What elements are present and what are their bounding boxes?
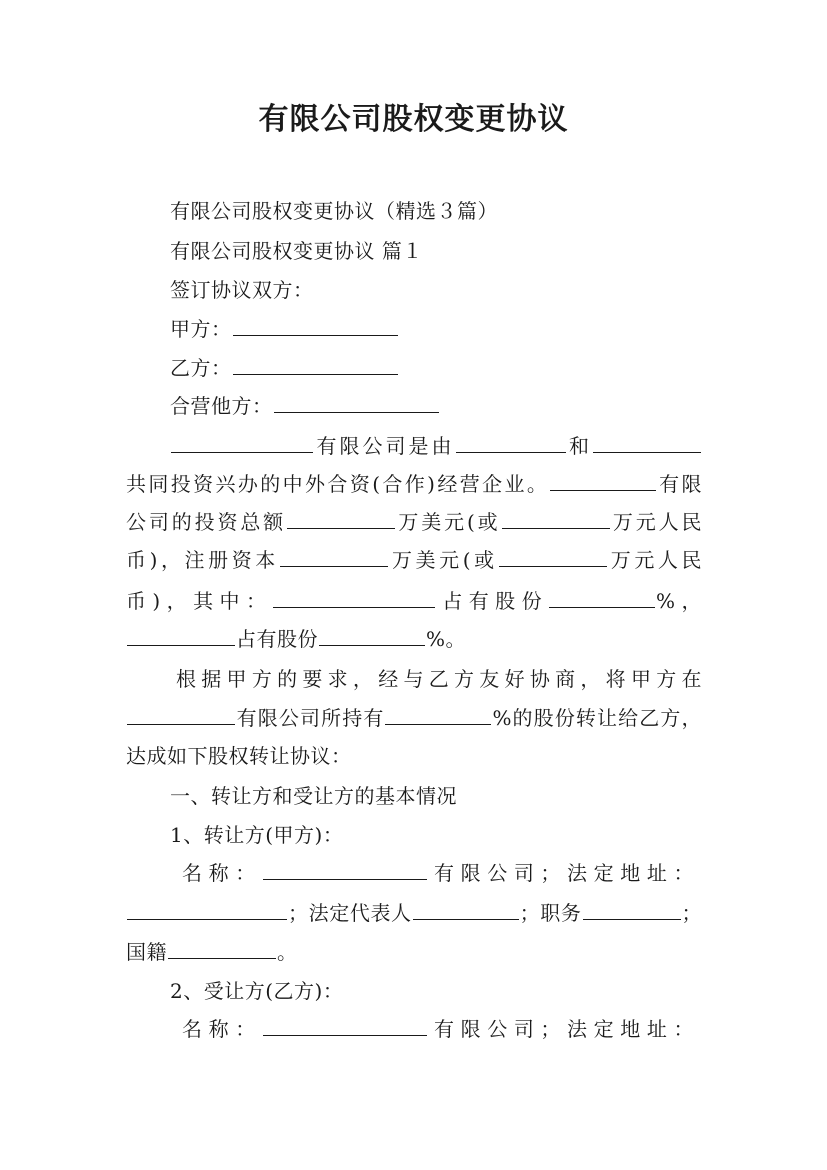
p1-text: %。 bbox=[426, 627, 467, 651]
section1-heading: 一、转让方和受让方的基本情况 bbox=[170, 784, 457, 808]
party-b-line bbox=[170, 353, 399, 383]
item1-label: 1、转让方(甲方)： bbox=[170, 823, 344, 847]
item1-text: 。 bbox=[277, 940, 298, 964]
parties-intro: 签订协议双方： bbox=[170, 278, 314, 302]
item2-text: 名称： bbox=[182, 1017, 262, 1041]
document-title: 有限公司股权变更协议 bbox=[258, 102, 569, 137]
p1-text: 公司的投资总额 bbox=[126, 510, 287, 534]
item1-name-blank[interactable] bbox=[263, 859, 427, 880]
p1-text: 有限 bbox=[657, 472, 702, 496]
p1-text: 币)，其中： bbox=[126, 589, 273, 613]
reg-usd-blank[interactable] bbox=[280, 546, 388, 567]
share1-percent-blank[interactable] bbox=[549, 587, 655, 608]
item1-text: ；职务 bbox=[519, 901, 582, 925]
item1-text: ； bbox=[681, 901, 703, 925]
item1-address-blank[interactable] bbox=[127, 899, 287, 920]
jv-party-label: 合营他方： bbox=[170, 394, 273, 418]
party-a-blank[interactable] bbox=[233, 315, 398, 336]
p1-text: 有限公司是由 bbox=[314, 434, 455, 458]
item1-text: 国籍 bbox=[126, 940, 167, 964]
item2-label: 2、受让方(乙方)： bbox=[170, 979, 344, 1003]
p1-text: 万美元(或 bbox=[388, 548, 498, 572]
party-b-blank[interactable] bbox=[233, 354, 398, 375]
item1-text: ；法定代表人 bbox=[288, 901, 412, 925]
subtitle-line: 有限公司股权变更协议（精选３篇） bbox=[170, 199, 498, 223]
item1-rep-blank[interactable] bbox=[413, 899, 519, 920]
p2-company-blank[interactable] bbox=[127, 704, 235, 725]
p1-line5 bbox=[126, 586, 702, 616]
total-rmb-blank[interactable] bbox=[502, 508, 610, 529]
party-a-label: 甲方： bbox=[170, 317, 232, 341]
p2-line3: 达成如下股权转让协议： bbox=[126, 744, 352, 768]
p1-text: 万元人民 bbox=[607, 548, 702, 572]
p2-text: 有限公司所持有 bbox=[236, 706, 385, 730]
p1-text: 占有股份 bbox=[436, 589, 549, 613]
p1-text: 币)，注册资本 bbox=[126, 548, 279, 572]
item1-line1 bbox=[182, 858, 694, 888]
p2-line1: 根据甲方的要求，经与乙方友好协商，将甲方在 bbox=[176, 667, 702, 691]
p1-line2 bbox=[126, 469, 702, 499]
item1-nationality-blank[interactable] bbox=[168, 938, 276, 959]
party-b-label: 乙方： bbox=[170, 356, 232, 380]
p1-line6 bbox=[126, 624, 466, 654]
item1-line2 bbox=[126, 898, 702, 928]
p1-line1 bbox=[170, 431, 702, 461]
party-a-line bbox=[170, 314, 399, 344]
item2-text: 有限公司；法定地址： bbox=[427, 1017, 695, 1041]
p1-text: 和 bbox=[566, 434, 592, 458]
item1-line3 bbox=[126, 937, 298, 967]
section-heading: 有限公司股权变更协议 篇１ bbox=[170, 239, 423, 263]
item1-text: 有限公司；法定地址： bbox=[427, 861, 695, 885]
p2-text: %的股份转让给乙方， bbox=[492, 706, 702, 730]
p1-line3 bbox=[126, 507, 702, 537]
total-usd-blank[interactable] bbox=[287, 508, 395, 529]
p1-text: 占有股份 bbox=[236, 627, 318, 651]
p2-line2 bbox=[126, 703, 702, 733]
jv-party-blank[interactable] bbox=[274, 392, 439, 413]
investor2-blank[interactable] bbox=[593, 432, 701, 453]
company-blank[interactable] bbox=[171, 432, 313, 453]
investor1-blank[interactable] bbox=[456, 432, 566, 453]
shareholder1-blank[interactable] bbox=[273, 587, 435, 608]
shareholder2-blank[interactable] bbox=[127, 625, 235, 646]
item1-position-blank[interactable] bbox=[583, 899, 681, 920]
p1-line4 bbox=[126, 545, 702, 575]
item2-line1 bbox=[182, 1014, 694, 1044]
p1-text: 共同投资兴办的中外合资(合作)经营企业。 bbox=[126, 472, 550, 496]
item1-text: 名称： bbox=[182, 861, 262, 885]
jv-party-line bbox=[170, 391, 440, 421]
p1-text: %， bbox=[656, 589, 702, 613]
item2-name-blank[interactable] bbox=[263, 1015, 427, 1036]
p1-text: 万元人民 bbox=[610, 510, 703, 534]
p1-text: 万美元(或 bbox=[396, 510, 501, 534]
p2-percent-blank[interactable] bbox=[385, 704, 491, 725]
share2-percent-blank[interactable] bbox=[319, 625, 425, 646]
company2-blank[interactable] bbox=[550, 470, 656, 491]
reg-rmb-blank[interactable] bbox=[499, 546, 607, 567]
